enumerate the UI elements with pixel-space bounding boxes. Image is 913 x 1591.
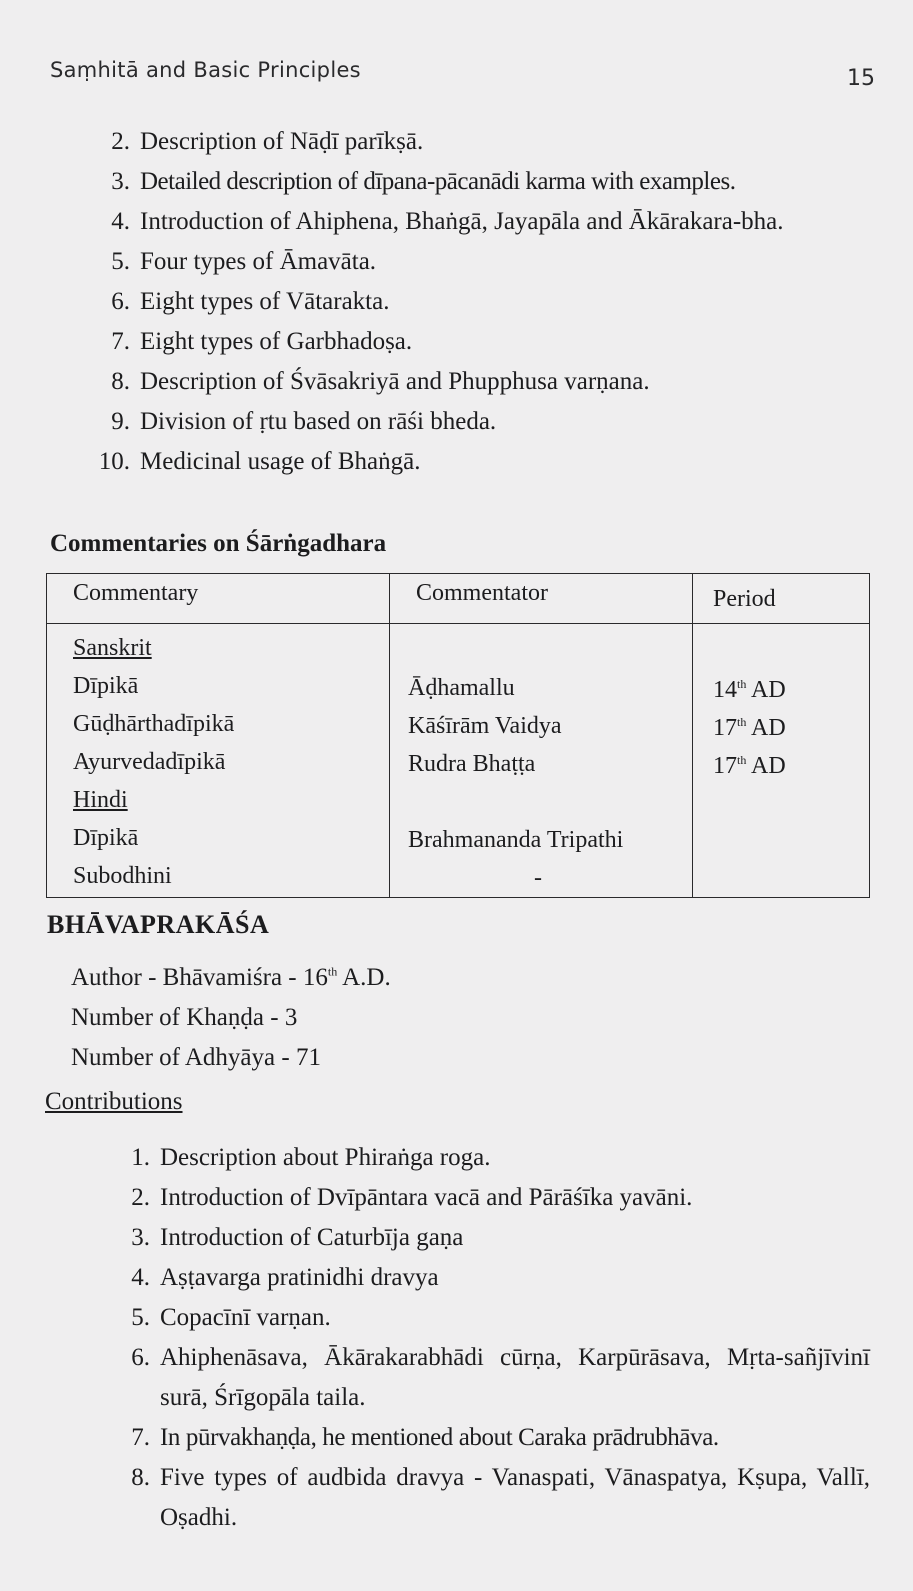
table-cell xyxy=(713,709,869,747)
item-number: 3. xyxy=(131,1224,150,1251)
item-number: 4. xyxy=(131,1264,150,1291)
commentator-column xyxy=(390,624,693,898)
item-text: Medicinal usage of Bhaṅgā. xyxy=(140,448,421,475)
adhyaya-line: Number of Adhyāya - 71 xyxy=(71,1044,321,1071)
period-number: 17 xyxy=(713,715,737,741)
table-cell xyxy=(713,671,869,709)
item-text: In pūrvakhaṇḍa, he mentioned about Caraka prādrubhāva. xyxy=(160,1424,719,1451)
item-text: Eight types of Vātarakta. xyxy=(140,288,390,315)
table-cell: Ayurvedadīpikā xyxy=(73,749,226,775)
item-text: Description of Śvāsakriyā and Phupphusa varṇana. xyxy=(140,368,650,395)
item-text: Copacīnī varṇan. xyxy=(160,1304,331,1331)
item-number: 8. xyxy=(131,1464,150,1491)
item-text: Introduction of Caturbīja gaṇa xyxy=(160,1224,464,1251)
column-header-commentary: Commentary xyxy=(47,574,390,624)
item-text: Introduction of Dvīpāntara vacā and Pārāśīka yavāni. xyxy=(160,1184,693,1211)
author-text: Author - Bhāvamiśra - 16 xyxy=(71,964,328,991)
table-cell: Subodhini xyxy=(73,863,172,889)
item-number: 2. xyxy=(111,128,130,155)
period-ordinal: th xyxy=(737,715,747,729)
item-number: 9. xyxy=(111,408,130,435)
table-cell: - xyxy=(534,865,542,891)
item-number: 2. xyxy=(131,1184,150,1211)
item-text: Ahiphenāsava, Ākārakarabhādi cūrṇa, Karpūrāsava, Mṛta-sañjīvinī surā, Śrīgopāla taila. xyxy=(160,1344,870,1411)
table-body-row xyxy=(47,624,870,898)
list-item xyxy=(110,1178,870,1218)
list-item xyxy=(88,162,878,202)
item-text: Description of Nāḍī parīkṣā. xyxy=(140,128,424,155)
table-cell: Dīpikā xyxy=(73,673,139,699)
table-cell xyxy=(408,631,692,669)
list-item xyxy=(110,1218,870,1258)
table-header-row xyxy=(47,574,870,624)
period-number: 14 xyxy=(713,677,737,703)
list-item xyxy=(110,1258,870,1298)
table-cell: Dīpikā xyxy=(73,825,139,851)
bhavaprakasa-heading: BHĀVAPRAKĀŚA xyxy=(47,910,270,939)
list-item xyxy=(110,1298,870,1338)
table-cell: Kāśīrām Vaidya xyxy=(408,713,562,739)
period-era: AD xyxy=(746,677,786,703)
period-era: AD xyxy=(746,715,786,741)
list-item xyxy=(88,202,878,242)
item-number: 7. xyxy=(131,1424,150,1451)
list-item xyxy=(88,362,878,402)
list-item xyxy=(88,282,878,322)
list-item xyxy=(110,1418,870,1458)
item-text: Division of ṛtu based on rāśi bheda. xyxy=(140,408,497,435)
commentaries-table xyxy=(46,573,870,898)
list-item xyxy=(110,1138,870,1178)
contributions-heading: Contributions xyxy=(45,1088,183,1115)
table-cell xyxy=(713,633,869,671)
item-number: 10. xyxy=(98,448,130,475)
features-list xyxy=(88,122,878,482)
page-header xyxy=(50,58,875,98)
author-era: A.D. xyxy=(337,964,391,991)
item-number: 1. xyxy=(131,1144,150,1171)
item-number: 3. xyxy=(111,168,130,195)
page-number: 15 xyxy=(847,66,875,91)
author-line xyxy=(71,958,391,998)
list-item xyxy=(88,442,878,482)
bhavaprakasa-info xyxy=(71,958,391,1078)
item-text: Eight types of Garbhadoṣa. xyxy=(140,328,413,355)
author-ordinal: th xyxy=(327,964,338,979)
contributions-list xyxy=(110,1138,870,1538)
table-cell xyxy=(713,747,869,785)
table-cell: Gūḍhārthadīpikā xyxy=(73,711,235,737)
item-number: 6. xyxy=(131,1344,150,1371)
item-number: 5. xyxy=(111,248,130,275)
item-number: 6. xyxy=(111,288,130,315)
item-text: Five types of audbida dravya - Vanaspati, Vānaspatya, Kṣupa, Vallī, Oṣadhi. xyxy=(160,1464,870,1531)
period-number: 17 xyxy=(713,753,737,779)
list-item xyxy=(88,322,878,362)
running-head: Saṃhitā and Basic Principles xyxy=(50,58,361,82)
period-ordinal: th xyxy=(737,753,747,767)
period-column xyxy=(693,624,870,898)
table-cell: Sanskrit xyxy=(73,635,152,661)
commentary-column xyxy=(47,624,390,898)
list-item xyxy=(110,1458,870,1538)
item-number: 8. xyxy=(111,368,130,395)
column-header-period: Period xyxy=(693,574,870,624)
list-item xyxy=(110,1338,870,1418)
khanda-line: Number of Khaṇḍa - 3 xyxy=(71,1004,298,1031)
period-era: AD xyxy=(746,753,786,779)
item-text: Four types of Āmavāta. xyxy=(140,248,377,275)
commentaries-heading: Commentaries on Śārṅgadhara xyxy=(50,530,387,557)
table-cell: Āḍhamallu xyxy=(408,675,515,701)
table-cell: Hindi xyxy=(73,787,128,813)
item-text: Description about Phiraṅga roga. xyxy=(160,1144,491,1171)
period-ordinal: th xyxy=(737,677,747,691)
item-number: 4. xyxy=(111,208,130,235)
list-item xyxy=(88,122,878,162)
table-cell xyxy=(408,783,692,821)
column-header-commentator: Commentator xyxy=(390,574,693,624)
table-cell: Rudra Bhaṭṭa xyxy=(408,751,536,777)
item-text: Introduction of Ahiphena, Bhaṅgā, Jayapāla and Ākārakara-bha. xyxy=(140,208,784,235)
item-text: Detailed description of dīpana-pācanādi karma with examples. xyxy=(140,168,736,195)
item-number: 5. xyxy=(131,1304,150,1331)
list-item xyxy=(88,242,878,282)
table-cell: Brahmananda Tripathi xyxy=(408,827,624,853)
list-item xyxy=(88,402,878,442)
item-number: 7. xyxy=(111,328,130,355)
item-text: Aṣṭavarga pratinidhi dravya xyxy=(160,1264,439,1291)
